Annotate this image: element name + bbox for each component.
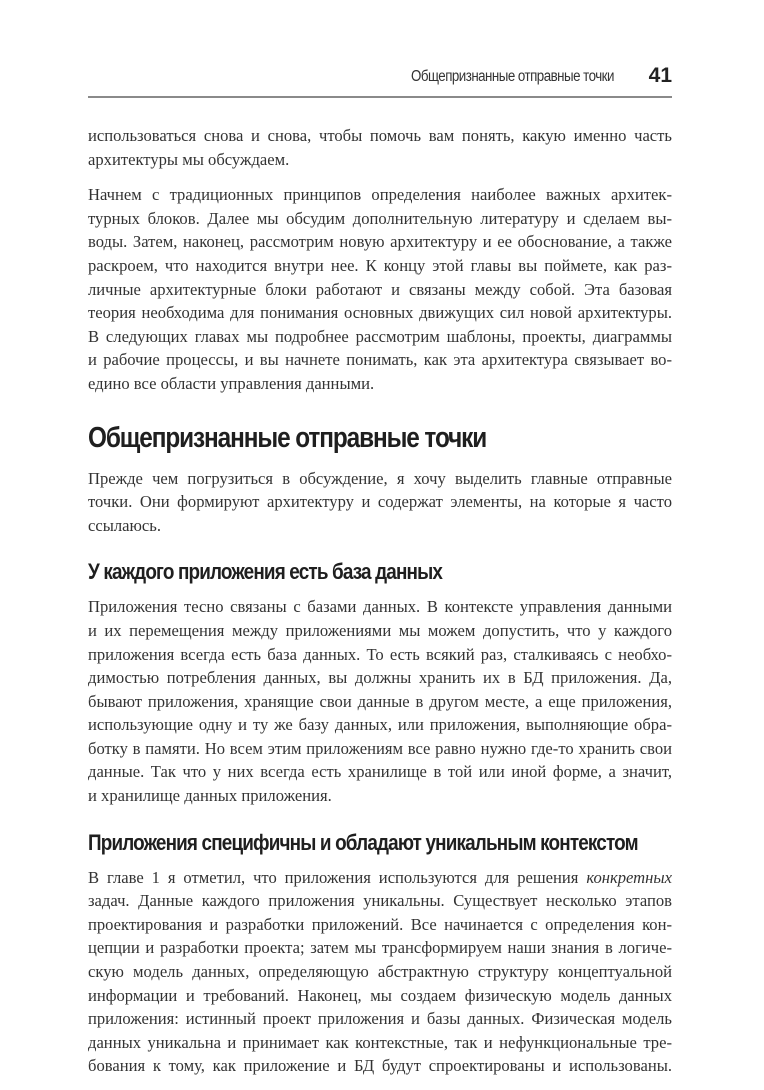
text-line: Начнем с традиционных принципов определения наиболее важных архитек- bbox=[88, 185, 672, 205]
text-line: димостью потребления данных, вы должны хранить их в БД приложения. Да, bbox=[88, 668, 672, 688]
text-line: архитектуры мы обсуждаем. bbox=[88, 149, 290, 169]
text-line: приложения всегда есть база данных. То есть всякий раз, сталкиваясь с необхо- bbox=[88, 644, 672, 664]
text-line: информации и требований. Наконец, мы создаем физическую модель данных bbox=[88, 985, 672, 1005]
text-line: проектирования и разработки приложений. Все начинается с определения кон- bbox=[88, 914, 672, 934]
text-line: едино все области управления данными. bbox=[88, 373, 375, 393]
text-line: и рабочие процессы, и вы начнете понимать, как эта архитектура связывает во- bbox=[88, 350, 672, 370]
paragraph-unique-context bbox=[88, 866, 672, 1078]
text-line: воды. Затем, наконец, рассмотрим новую архитектуру и ее обоснование, а также bbox=[88, 232, 672, 252]
text-line: Прежде чем погрузиться в обсуждение, я хочу выделить главные отправные bbox=[88, 468, 672, 488]
page-header bbox=[88, 62, 672, 98]
paragraph-databases bbox=[88, 595, 672, 807]
text-line: бования к тому, как приложение и БД будут спроектированы и использованы. bbox=[88, 1056, 672, 1076]
text-run: В главе 1 я отметил, что приложения используются для решения bbox=[88, 867, 587, 887]
page-number: 41 bbox=[648, 64, 672, 87]
text-line: задач. Данные каждого приложения уникальны. Существует несколько этапов bbox=[88, 891, 672, 911]
text-line: раскроем, что находится внутри нее. К концу этой главы вы поймете, как раз- bbox=[88, 255, 672, 275]
text-line: скую модель данных, определяющую абстрактную структуру концептуальной bbox=[88, 962, 672, 982]
text-line: Приложения тесно связаны с базами данных. В контексте управления данными bbox=[88, 597, 672, 617]
text-line: данных уникальна и принимает как контекстные, так и нефункциональные тре- bbox=[88, 1032, 672, 1052]
text-line bbox=[88, 866, 672, 890]
subsection-heading-databases: У каждого приложения есть база данных bbox=[88, 559, 443, 585]
text-line: турных блоков. Далее мы обсудим дополнительную литературу и сделаем вы- bbox=[88, 208, 672, 228]
text-line: цепции и разработки проекта; затем мы трансформируем наши знания в логиче- bbox=[88, 938, 672, 958]
paragraph-intro-continued bbox=[88, 124, 672, 171]
text-line: ссылаюсь. bbox=[88, 515, 162, 535]
subsection-heading-unique-context: Приложения специфичны и обладают уникальным контекстом bbox=[88, 829, 638, 855]
text-line: использующие одну и ту же базу данных, или приложения, выполняющие обра- bbox=[88, 715, 672, 735]
text-line: ботку в памяти. Но всем этим приложениям все равно нужно где-то хранить свои bbox=[88, 738, 672, 758]
paragraph-starting-points bbox=[88, 467, 672, 538]
text-line: и их перемещения между приложениями мы можем допустить, что у каждого bbox=[88, 620, 672, 640]
emphasis-text: конкретных bbox=[586, 867, 672, 887]
text-line: использоваться снова и снова, чтобы помочь вам понять, какую именно часть bbox=[88, 126, 672, 145]
text-line: бывают приложения, хранящие свои данные в другом месте, а еще приложения, bbox=[88, 691, 672, 711]
text-line: и хранилище данных приложения. bbox=[88, 786, 332, 806]
page-content bbox=[88, 124, 672, 1090]
text-line: теория необходима для понимания основных движущих сил новой архитектуры. bbox=[88, 303, 672, 323]
text-line: приложения: истинный проект приложения и базы данных. Физическая модель bbox=[88, 1009, 672, 1029]
text-line: личные архитектурные блоки работают и связаны между собой. Эта базовая bbox=[88, 279, 672, 299]
section-heading: Общепризнанные отправные точки bbox=[88, 421, 487, 454]
running-head: Общепризнанные отправные точки bbox=[411, 68, 614, 85]
text-line: точки. Они формируют архитектуру и содержат элементы, на которые я часто bbox=[88, 492, 672, 512]
text-line: данные. Так что у них всегда есть хранилище в той или иной форме, а значит, bbox=[88, 762, 672, 782]
paragraph-chapter-overview bbox=[88, 183, 672, 395]
text-line: В следующих главах мы подробнее рассмотрим шаблоны, проекты, диаграммы bbox=[88, 326, 672, 346]
